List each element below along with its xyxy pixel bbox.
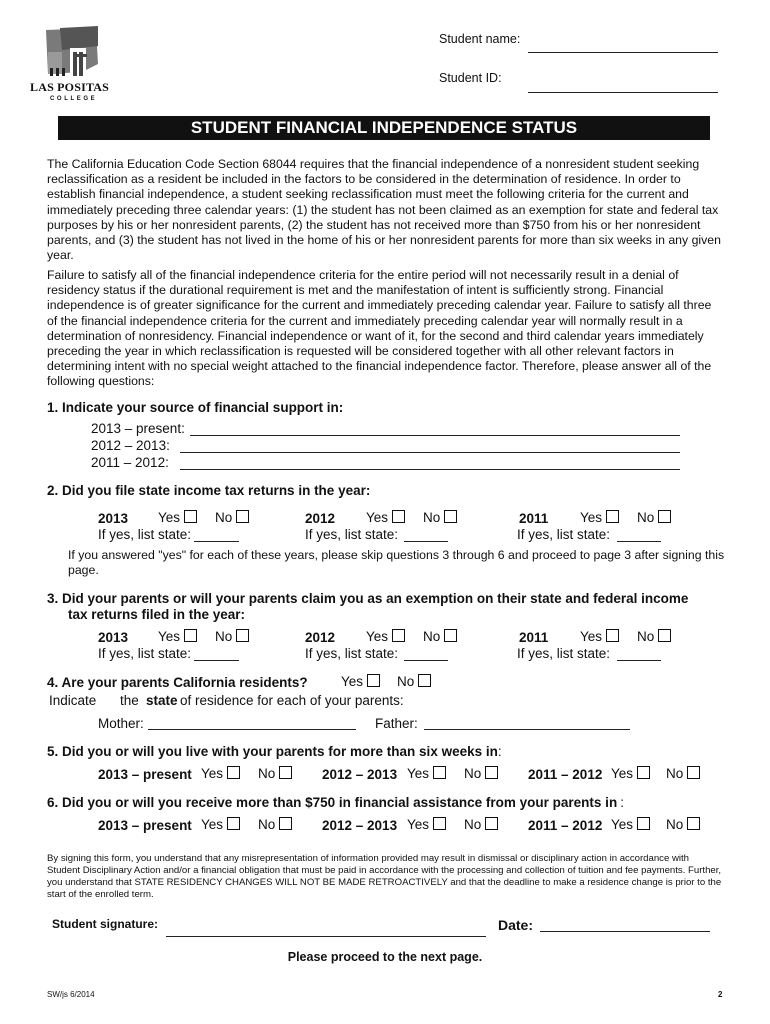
- checkbox[interactable]: [444, 629, 457, 642]
- q6-period-3: 2011 – 2012: [528, 818, 603, 833]
- yes-label: Yes: [580, 510, 603, 525]
- q2-year-2011: 2011: [519, 511, 549, 526]
- q3-2013-state-label: If yes, list state:: [98, 646, 192, 661]
- q3-2013-yes-option[interactable]: [158, 629, 197, 644]
- student-signature-field[interactable]: [166, 936, 486, 937]
- yes-label: Yes: [366, 629, 389, 644]
- q2-2013-state-field[interactable]: [194, 541, 239, 542]
- student-signature-label: Student signature:: [52, 917, 159, 931]
- q3-2011-no-option[interactable]: [637, 629, 671, 644]
- q2-2012-state-label: If yes, list state:: [305, 527, 399, 542]
- q3-2012-yes-option[interactable]: [366, 629, 405, 644]
- checkbox[interactable]: [637, 766, 650, 779]
- q5-period-1: 2013 – present: [98, 767, 192, 782]
- no-label: No: [464, 766, 482, 781]
- no-label: No: [258, 817, 276, 832]
- question-2-title: 2. Did you file state income tax returns in the year:: [47, 483, 371, 498]
- checkbox[interactable]: [184, 510, 197, 523]
- q3-year-2012: 2012: [305, 630, 336, 645]
- q5-p2-no-option[interactable]: [464, 766, 498, 781]
- q6-p2-no-option[interactable]: [464, 817, 498, 832]
- student-id-label: Student ID:: [439, 71, 502, 85]
- q6-p3-no-option[interactable]: [666, 817, 700, 832]
- q5-p3-yes-option[interactable]: [611, 766, 650, 781]
- q2-2012-yes-option[interactable]: [366, 510, 405, 525]
- yes-label: Yes: [158, 510, 181, 525]
- question-5-title: [47, 744, 502, 759]
- q6-period-2: 2012 – 2013: [322, 818, 398, 833]
- q5-p1-yes-option[interactable]: [201, 766, 240, 781]
- checkbox[interactable]: [637, 817, 650, 830]
- q3-2012-no-option[interactable]: [423, 629, 457, 644]
- form-title: STUDENT FINANCIAL INDEPENDENCE STATUS: [58, 116, 710, 140]
- checkbox[interactable]: [418, 674, 431, 687]
- checkbox[interactable]: [687, 817, 700, 830]
- question-6-title: [47, 795, 624, 810]
- checkbox[interactable]: [236, 510, 249, 523]
- checkbox[interactable]: [279, 817, 292, 830]
- q4-father-field[interactable]: [424, 729, 630, 730]
- q2-year-2012: 2012: [305, 511, 336, 526]
- q4-state-text: state: [146, 693, 178, 708]
- q5-p1-no-option[interactable]: [258, 766, 292, 781]
- q3-2013-state-field[interactable]: [194, 660, 239, 661]
- checkbox[interactable]: [485, 766, 498, 779]
- q6-p3-yes-option[interactable]: [611, 817, 650, 832]
- q2-2013-no-option[interactable]: [215, 510, 249, 525]
- logo-subtitle: COLLEGE: [50, 96, 98, 102]
- checkbox[interactable]: [184, 629, 197, 642]
- q5-p2-yes-option[interactable]: [407, 766, 446, 781]
- checkbox[interactable]: [392, 510, 405, 523]
- q4-indicate-text: Indicate: [49, 693, 97, 708]
- question-6-colon: :: [620, 795, 624, 810]
- checkbox[interactable]: [485, 817, 498, 830]
- student-id-field[interactable]: [528, 92, 718, 93]
- proceed-note: Please proceed to the next page.: [287, 950, 483, 964]
- q6-p1-yes-option[interactable]: [201, 817, 240, 832]
- no-label: No: [637, 510, 655, 525]
- yes-label: Yes: [611, 766, 634, 781]
- q2-2012-state-field[interactable]: [404, 541, 448, 542]
- q5-period-2: 2012 – 2013: [322, 767, 398, 782]
- q4-the-text: the: [120, 693, 139, 708]
- q3-2011-state-label: If yes, list state:: [517, 646, 611, 661]
- q2-2011-yes-option[interactable]: [580, 510, 619, 525]
- q1-2013-present-field[interactable]: [190, 435, 680, 436]
- page-number: 2: [718, 990, 723, 999]
- checkbox[interactable]: [687, 766, 700, 779]
- q2-year-2013: 2013: [98, 511, 129, 526]
- q3-2011-state-field[interactable]: [617, 660, 661, 661]
- checkbox[interactable]: [444, 510, 457, 523]
- checkbox[interactable]: [658, 629, 671, 642]
- question-1-title: 1. Indicate your source of financial support in:: [47, 400, 344, 415]
- q6-p1-no-option[interactable]: [258, 817, 292, 832]
- yes-label: Yes: [341, 674, 364, 689]
- signature-disclaimer: By signing this form, you understand that any misrepresentation of information provided may result in dismissal or disciplinary action in accordance with Student Disciplinary Action and/or a financial obligation that must be paid in accordance with the processing and collection of tuition and fee payments. Further, you understand that STATE RESIDENCY CHANGES WILL NOT BE MADE RETROACTIVELY and that the deadline to make a residence change is prior to the start of the enrolled term.: [47, 853, 722, 900]
- q3-year-2011: 2011: [519, 630, 549, 645]
- footer-revision: SW/js 6/2014: [47, 990, 95, 999]
- no-label: No: [666, 766, 684, 781]
- q1-2011-2012-field[interactable]: [180, 469, 680, 470]
- q3-year-2013: 2013: [98, 630, 129, 645]
- q6-p2-yes-option[interactable]: [407, 817, 446, 832]
- no-label: No: [215, 629, 233, 644]
- no-label: No: [666, 817, 684, 832]
- intro-paragraph-1: The California Education Code Section 68044 requires that the financial independence of a nonresident student seeking reclassification as a resident be included in the factors to be considered in the determination of residence. In order to establish financial independence, a student seeking reclassification must meet the following criteria for the current and immediately preceding three calendar years: (1) the student has not been claimed as an exemption for state and federal tax purposes by his or her nonresident parents, (2) the student has not received more than $750 from his or her nonresident parents, and (3) the student has not lived in the home of his or her nonresident parents for more than six weeks in any given year.: [47, 157, 721, 263]
- checkbox[interactable]: [227, 766, 240, 779]
- q4-rest-text: of residence for each of your parents:: [180, 693, 404, 708]
- q1-row-label: 2011 – 2012:: [91, 455, 169, 470]
- yes-label: Yes: [407, 817, 430, 832]
- yes-label: Yes: [611, 817, 634, 832]
- question-6-text: 6. Did you or will you receive more than $750 in financial assistance from your parents in: [47, 795, 618, 810]
- question-3-title: 3. Did your parents or will your parents claim you as an exemption on their state and federal income: [47, 591, 689, 606]
- yes-label: Yes: [366, 510, 389, 525]
- q2-skip-note: If you answered "yes" for each of these years, please skip questions 3 through 6 and proceed to page 3 after signing this page.: [68, 548, 725, 577]
- logo-wordmark: LAS POSITAS: [30, 80, 110, 94]
- student-name-field[interactable]: [528, 52, 718, 53]
- yes-label: Yes: [407, 766, 430, 781]
- q5-period-3: 2011 – 2012: [528, 767, 603, 782]
- yes-label: Yes: [201, 817, 224, 832]
- checkbox[interactable]: [367, 674, 380, 687]
- q4-no-option[interactable]: [397, 674, 431, 689]
- q4-mother-label: Mother:: [98, 716, 144, 731]
- checkbox[interactable]: [433, 817, 446, 830]
- q4-father-label: Father:: [375, 716, 418, 731]
- question-3-title-cont: tax returns filed in the year:: [68, 607, 246, 622]
- no-label: No: [215, 510, 233, 525]
- yes-label: Yes: [201, 766, 224, 781]
- q3-2012-state-label: If yes, list state:: [305, 646, 399, 661]
- checkbox[interactable]: [606, 510, 619, 523]
- checkbox[interactable]: [606, 629, 619, 642]
- question-4-title: 4. Are your parents California residents?: [47, 675, 308, 690]
- no-label: No: [464, 817, 482, 832]
- intro-paragraph-2: Failure to satisfy all of the financial independence criteria for the entire period will not necessarily result in a denial of residency status if the durational requirement is met and the manifestation of intent is sufficiently strong. Financial independence is of greater significance for the current and immediately preceding calendar year. Failure to satisfy all three of the financial independence criteria for the current and immediately preceding calendar year will normally result in a determination of nonresidency. Financial independence or want of it, for the second and third calendar years immediately preceding the year in which reclassification is requested will be considered together with all other relevant factors in determining intent with no special weight attached to the financial independence factor. Therefore, please answer all of the following questions:: [47, 268, 712, 389]
- checkbox[interactable]: [279, 766, 292, 779]
- no-label: No: [258, 766, 276, 781]
- q4-mother-field[interactable]: [148, 729, 356, 730]
- q2-2013-state-label: If yes, list state:: [98, 527, 192, 542]
- no-label: No: [637, 629, 655, 644]
- checkbox[interactable]: [392, 629, 405, 642]
- checkbox[interactable]: [236, 629, 249, 642]
- q2-2011-state-field[interactable]: [617, 541, 661, 542]
- q3-2011-yes-option[interactable]: [580, 629, 619, 644]
- q5-p3-no-option[interactable]: [666, 766, 700, 781]
- q6-period-1: 2013 – present: [98, 818, 192, 833]
- q4-yes-option[interactable]: [341, 674, 380, 689]
- q1-row-label: 2012 – 2013:: [91, 438, 170, 453]
- checkbox[interactable]: [433, 766, 446, 779]
- date-label: Date:: [498, 917, 534, 933]
- checkbox[interactable]: [227, 817, 240, 830]
- q1-row-label: 2013 – present:: [91, 421, 185, 436]
- no-label: No: [423, 510, 441, 525]
- date-field[interactable]: [540, 931, 710, 932]
- q3-2012-state-field[interactable]: [404, 660, 448, 661]
- no-label: No: [397, 674, 415, 689]
- q2-2011-no-option[interactable]: [637, 510, 671, 525]
- checkbox[interactable]: [658, 510, 671, 523]
- no-label: No: [423, 629, 441, 644]
- q3-2013-no-option[interactable]: [215, 629, 249, 644]
- q2-2012-no-option[interactable]: [423, 510, 457, 525]
- question-5-colon: :: [497, 744, 502, 759]
- q1-2012-2013-field[interactable]: [180, 452, 680, 453]
- yes-label: Yes: [158, 629, 181, 644]
- yes-label: Yes: [580, 629, 603, 644]
- question-5-text: 5. Did you or will you live with your parents for more than six weeks in: [47, 744, 498, 759]
- q2-2013-yes-option[interactable]: [158, 510, 197, 525]
- student-name-label: Student name:: [439, 32, 521, 46]
- q2-2011-state-label: If yes, list state:: [517, 527, 611, 542]
